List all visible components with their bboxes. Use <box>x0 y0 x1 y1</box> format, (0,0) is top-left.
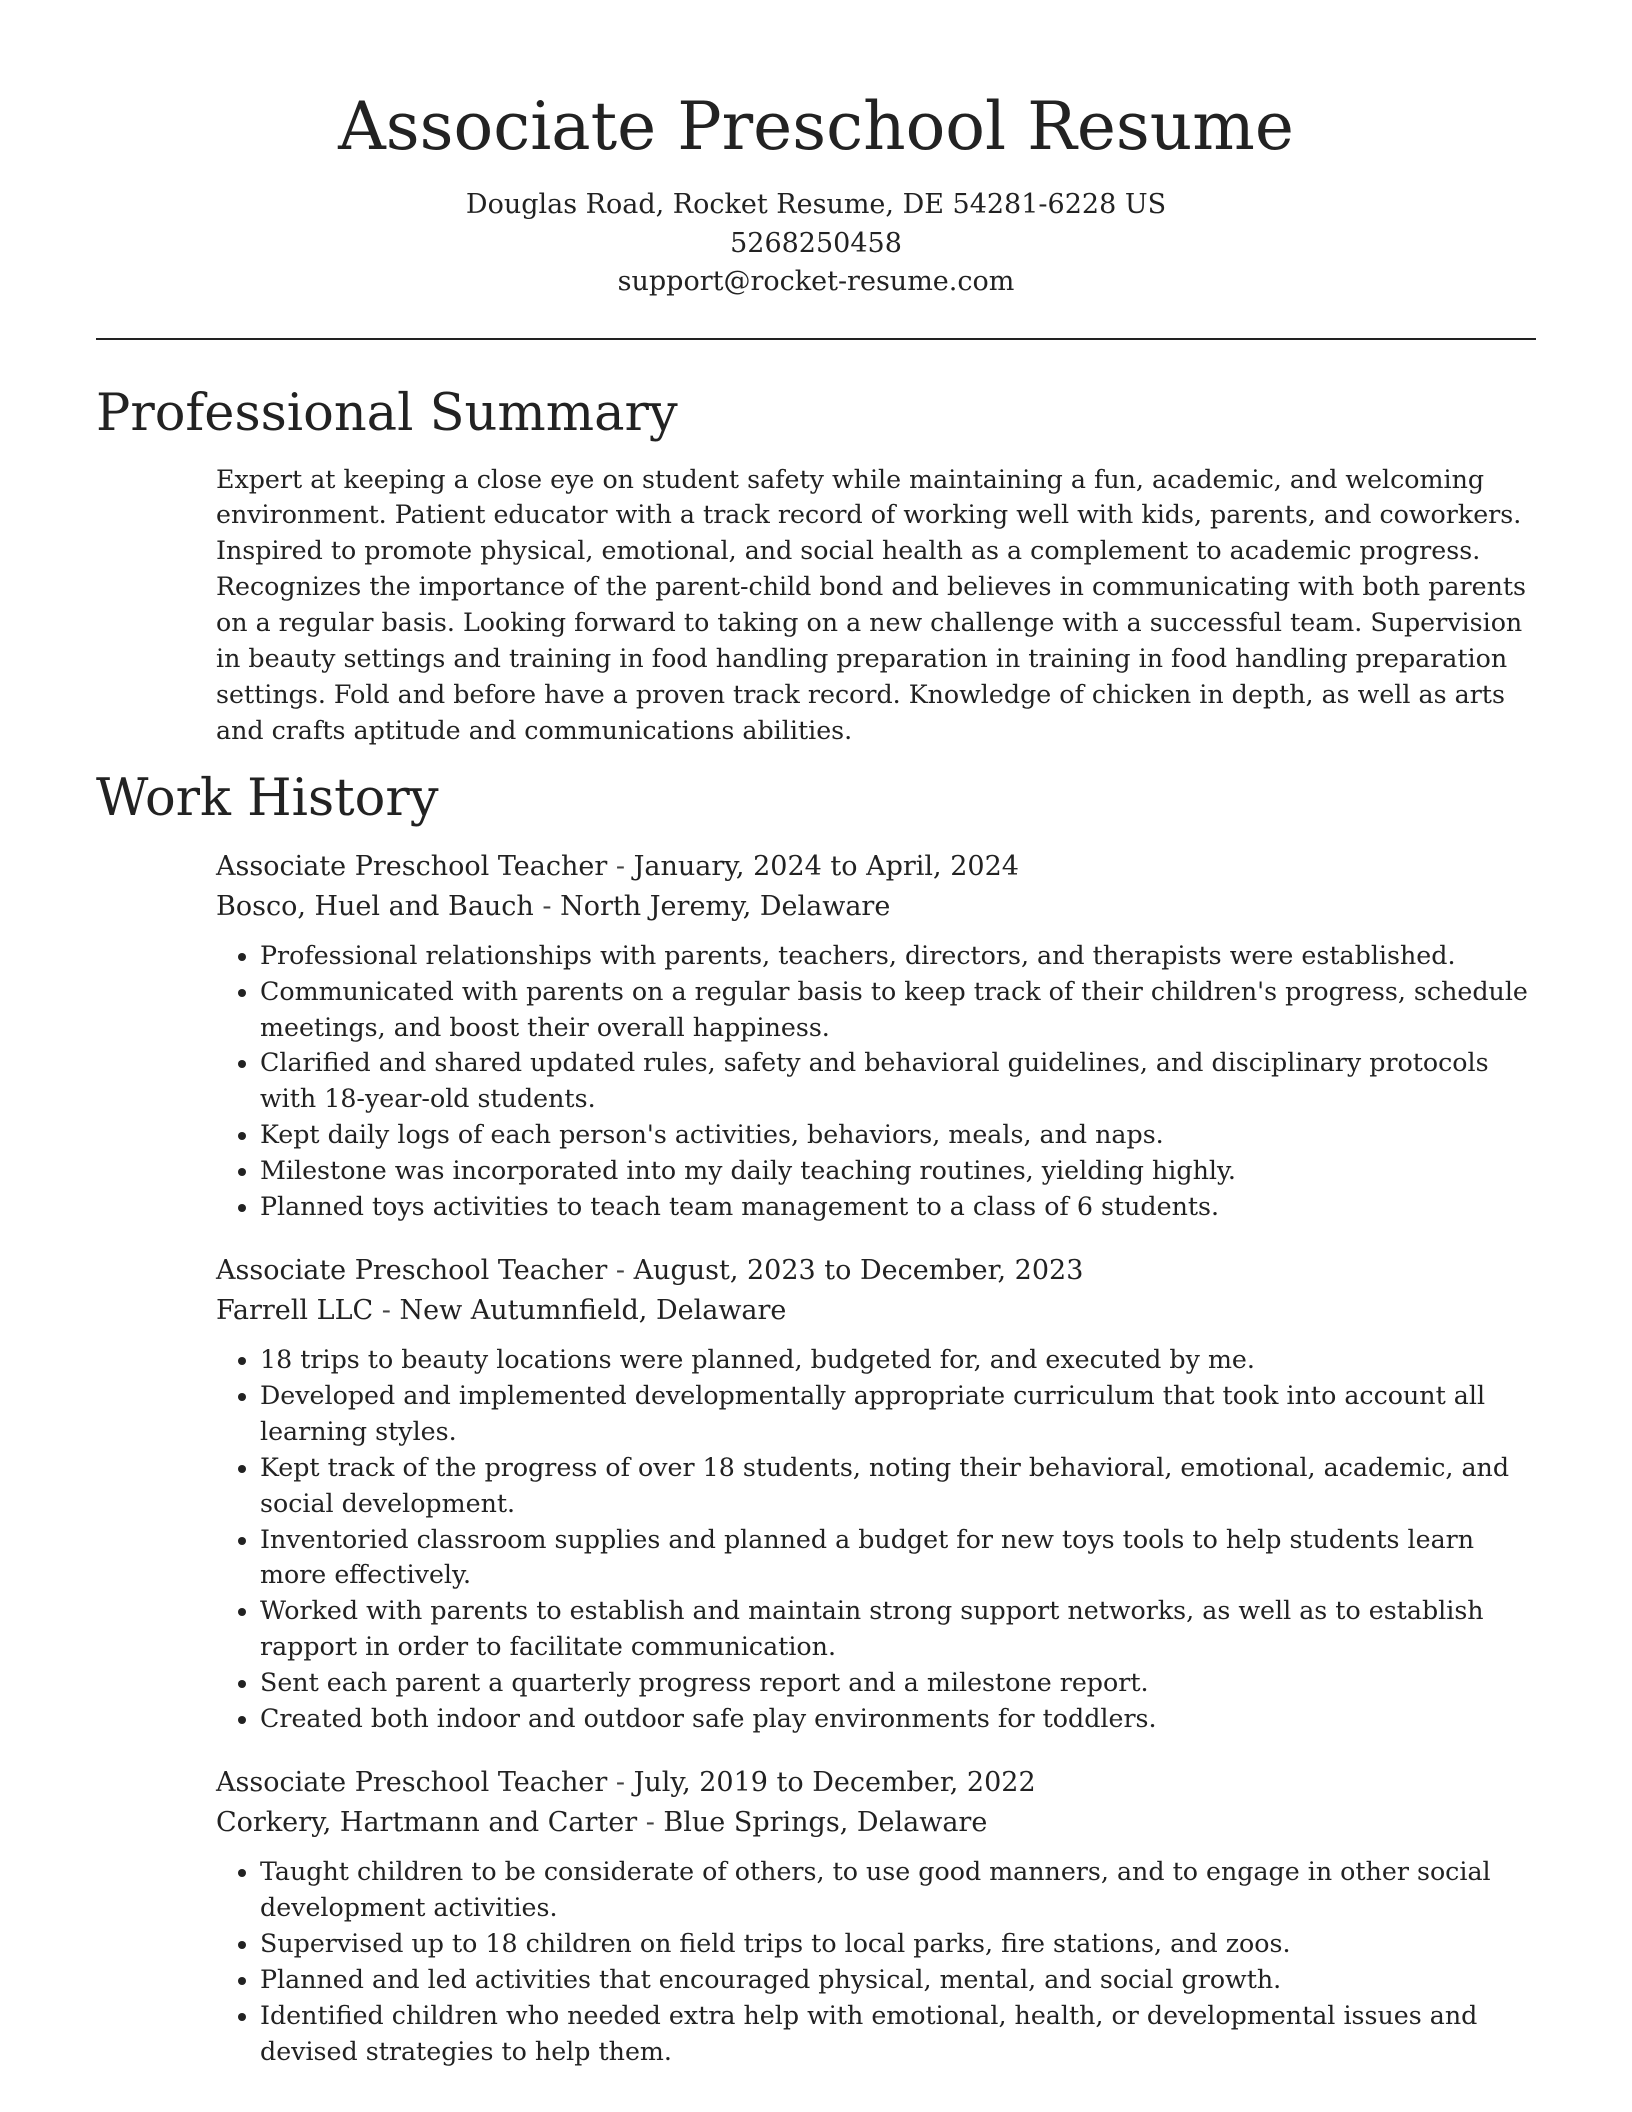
job-title-line <box>216 1251 1536 1291</box>
duty-item: • Milestone was incorporated into my daily teaching routines, yielding highly. <box>260 1153 1536 1189</box>
job-company-line <box>216 1803 1536 1843</box>
separator: - <box>607 850 634 882</box>
summary-text: Expert at keeping a close eye on student safety while maintaining a fun, academic, and welcoming environment. Patient educator with a track record of working well with kids, parents, and coworkers. Inspired to promote physical, emotional, and social health as a complement to academic progress. Recognizes the importance of the parent-child bond and believes in communicating with both parents on a regular basis. Looking forward to taking on a new challenge with a successful team. Supervision in beauty settings and training in food handling preparation in training in food handling preparation settings. Fold and before have a proven track record. Knowledge of chicken in depth, as well as arts and crafts aptitude and communications abilities. <box>216 464 1527 745</box>
contact-block <box>96 186 1536 302</box>
contact-phone: 5268250458 <box>730 227 902 259</box>
separator: - <box>607 1255 634 1286</box>
duty-item: • Kept track of the progress of over 18 students, noting their behavioral, emotional, academic, and social development. <box>260 1450 1536 1522</box>
duty-item: • 18 trips to beauty locations were planned, budgeted for, and executed by me. <box>260 1342 1536 1378</box>
job-title-line <box>216 1763 1536 1803</box>
job-dates: January, 2024 to April, 2024 <box>633 850 1019 882</box>
separator: - <box>533 890 561 922</box>
job-title-line <box>216 847 1536 887</box>
job-dates: July, 2019 to December, 2022 <box>633 1766 1036 1798</box>
duty-item: • Worked with parents to establish and maintain strong support networks, as well as to establish rapport in order to facilitate communication. <box>260 1593 1536 1665</box>
duty-item: • Clarified and shared updated rules, safety and behavioral guidelines, and disciplinary protocols with 18-year-old students. <box>260 1045 1536 1117</box>
job-title: Associate Preschool Teacher <box>216 1766 608 1798</box>
job-title: Associate Preschool Teacher <box>216 850 608 882</box>
duty-item: • Sent each parent a quarterly progress report and a milestone report. <box>260 1665 1536 1701</box>
duty-list <box>216 938 1536 1225</box>
duty-item: • Professional relationships with parents, teachers, directors, and therapists were established. <box>260 938 1536 974</box>
separator: - <box>637 1806 664 1838</box>
job-location: New Autumnfield, Delaware <box>399 1295 787 1326</box>
job-company: Corkery, Hartmann and Carter <box>216 1806 638 1838</box>
resume-page <box>96 0 1536 2069</box>
contact-address: Douglas Road, Rocket Resume, DE 54281-6228 US <box>465 189 1167 220</box>
job-entry <box>216 847 1536 1225</box>
job-location: Blue Springs, Delaware <box>663 1806 988 1838</box>
job-entry <box>216 1251 1536 1737</box>
separator: - <box>373 1295 400 1326</box>
header-divider <box>96 338 1536 340</box>
job-company: Farrell LLC <box>216 1295 374 1326</box>
duty-item: • Kept daily logs of each person's activities, behaviors, meals, and naps. <box>260 1117 1536 1153</box>
duty-item: • Created both indoor and outdoor safe play environments for toddlers. <box>260 1701 1536 1737</box>
job-company-line <box>216 887 1536 927</box>
job-dates: August, 2023 to December, 2023 <box>633 1255 1084 1286</box>
duty-item: • Identified children who needed extra help with emotional, health, or developmental issues and devised strategies to help them. <box>260 1998 1536 2070</box>
summary-heading: Professional Summary <box>96 383 678 443</box>
duty-item: • Supervised up to 18 children on field trips to local parks, fire stations, and zoos. <box>260 1926 1536 1962</box>
work-history-heading: Work History <box>96 768 439 828</box>
duty-item: • Taught children to be considerate of others, to use good manners, and to engage in other social development activities. <box>260 1854 1536 1926</box>
duty-item: • Inventoried classroom supplies and planned a budget for new toys tools to help students learn more effectively. <box>260 1522 1536 1594</box>
separator: - <box>607 1766 634 1798</box>
job-company: Bosco, Huel and Bauch <box>216 890 534 922</box>
contact-email: support@rocket-resume.com <box>617 266 1015 297</box>
duty-item: • Planned toys activities to teach team management to a class of 6 students. <box>260 1189 1536 1225</box>
resume-title: Associate Preschool Resume <box>338 88 1294 165</box>
job-title: Associate Preschool Teacher <box>216 1255 608 1286</box>
duty-list <box>216 1342 1536 1737</box>
duty-list <box>216 1854 1536 2069</box>
job-entry <box>216 1763 1536 2069</box>
job-location: North Jeremy, Delaware <box>560 890 891 922</box>
duty-item: • Developed and implemented developmentally appropriate curriculum that took into account all learning styles. <box>260 1378 1536 1450</box>
duty-item: • Planned and led activities that encouraged physical, mental, and social growth. <box>260 1962 1536 1998</box>
duty-item: • Communicated with parents on a regular basis to keep track of their children's progress, schedule meetings, and boost their overall happiness. <box>260 974 1536 1046</box>
job-company-line <box>216 1291 1536 1331</box>
